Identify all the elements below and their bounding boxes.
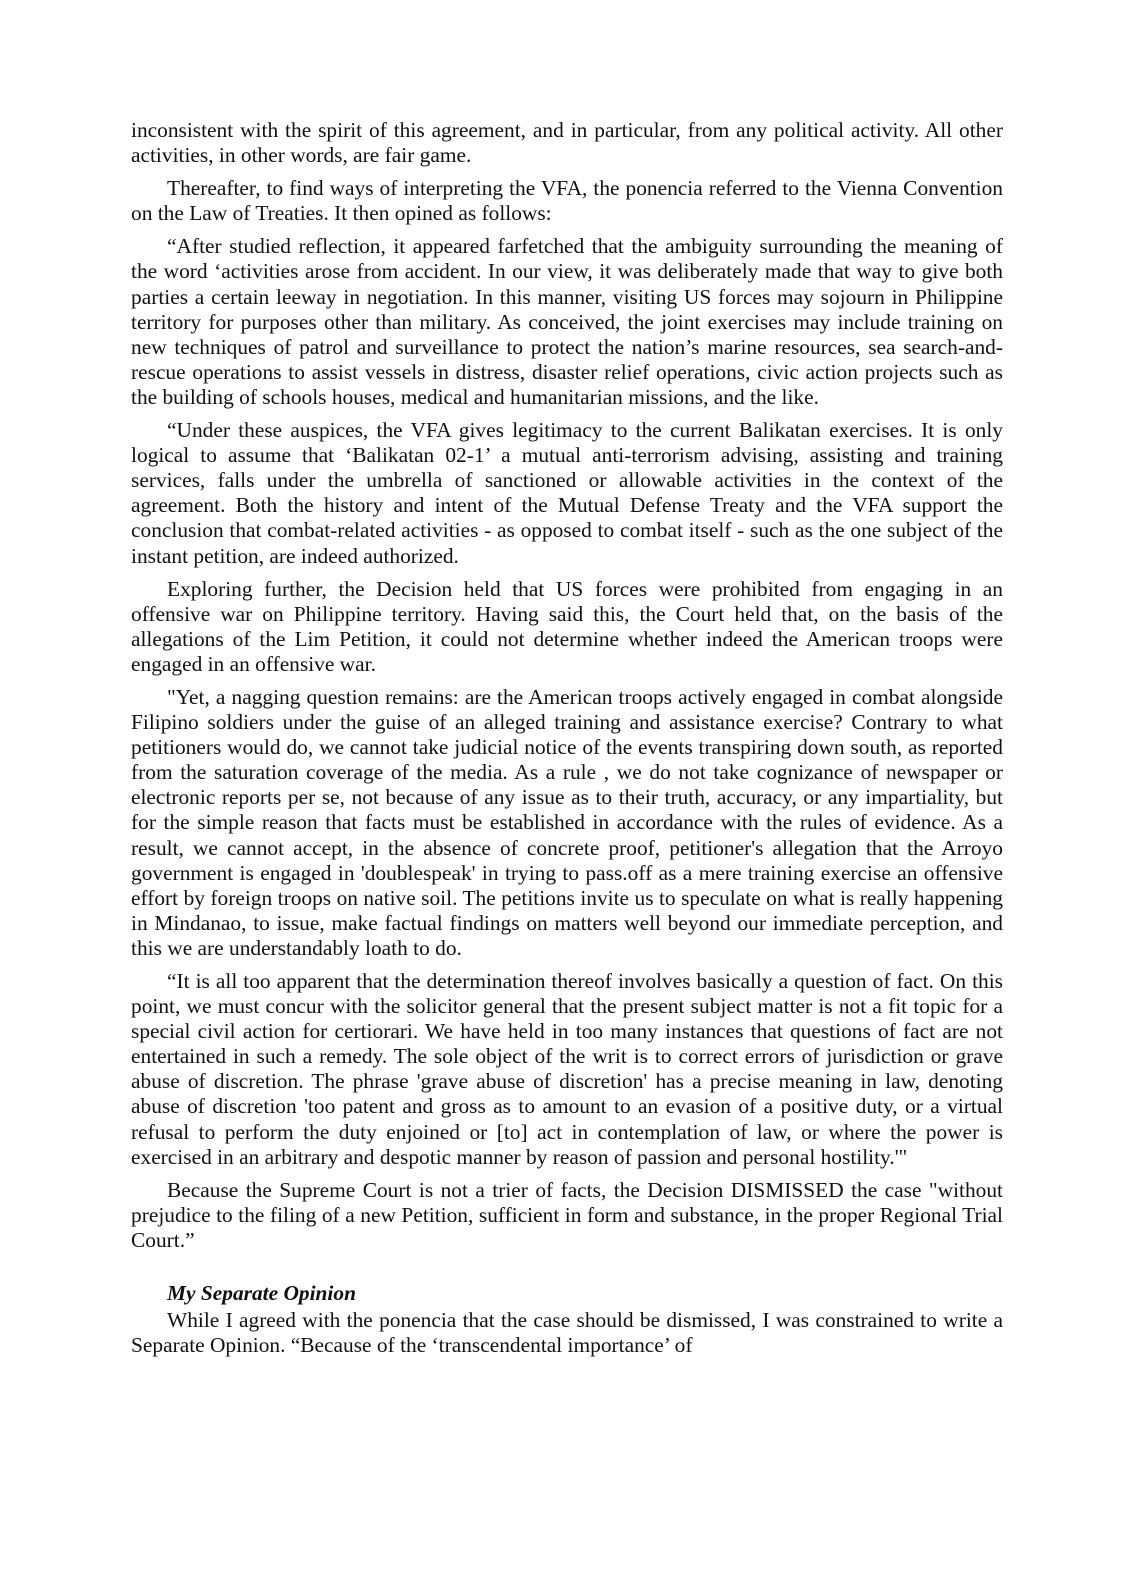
paragraph-separate-opinion: While I agreed with the ponencia that the case should be dismissed, I was constrained to write a Separate Opinion. “Because of the ‘transcendental importance’ of <box>131 1308 1003 1358</box>
quote-paragraph-balikatan: “Under these auspices, the VFA gives legitimacy to the current Balikatan exercises. It is only logical to assume that ‘Balikatan 02-1’ a mutual anti-terrorism advising, assisting and training services, falls under the umbrella of sanctioned or allowable activities in the context of the agreement. Both the history and intent of the Mutual Defense Treaty and the VFA support the conclusion that combat-related activities - as opposed to combat itself - such as the one subject of the instant petition, are indeed authorized. <box>131 418 1003 568</box>
quote-paragraph-activities: “After studied reflection, it appeared farfetched that the ambiguity surrounding the meaning of the word ‘activities arose from accident. In our view, it was deliberately made that way to give both parties a certain leeway in negotiation. In this manner, visiting US forces may sojourn in Philippine territory for purposes other than military. As conceived, the joint exercises may include training on new techniques of patrol and surveillance to protect the nation’s marine resources, sea search-and-rescue operations to assist vessels in distress, disaster relief operations, civic action projects such as the building of schools houses, medical and humanitarian missions, and the like. <box>131 234 1003 409</box>
paragraph-vienna-convention: Thereafter, to find ways of interpreting the VFA, the ponencia referred to the Vienna Convention on the Law of Treaties. It then opined as follows: <box>131 176 1003 226</box>
quote-paragraph-question-of-fact: “It is all too apparent that the determination thereof involves basically a question of fact. On this point, we must concur with the solicitor general that the present subject matter is not a fit topic for a special civil action for certiorari. We have held in too many instances that questions of fact are not entertained in such a remedy. The sole object of the writ is to correct errors of jurisdiction or grave abuse of discretion. The phrase 'grave abuse of discretion' has a precise meaning in law, denoting abuse of discretion 'too patent and gross as to amount to an evasion of a positive duty, or a virtual refusal to perform the duty enjoined or [to] act in contemplation of law, or where the power is exercised in an arbitrary and despotic manner by reason of passion and personal hostility.'" <box>131 969 1003 1169</box>
paragraph-dismissed: Because the Supreme Court is not a trier of facts, the Decision DISMISSED the case "without prejudice to the filing of a new Petition, sufficient in form and substance, in the proper Regional Trial Court.” <box>131 1177 1003 1252</box>
section-heading: My Separate Opinion <box>167 1281 356 1306</box>
paragraph-continuation: inconsistent with the spirit of this agreement, and in particular, from any political activity. All other activities, in other words, are fair game. <box>131 118 1003 168</box>
paragraph-offensive-war: Exploring further, the Decision held that US forces were prohibited from engaging in an offensive war on Philippine territory. Having said this, the Court held that, on the basis of the allegations of the Lim Petition, it could not determine whether indeed the American troops were engaged in an offensive war. <box>131 576 1003 676</box>
quote-paragraph-nagging-question: "Yet, a nagging question remains: are the American troops actively engaged in combat alongside Filipino soldiers under the guise of an alleged training and assistance exercise? Contrary to what petitioners would do, we cannot take judicial notice of the events transpiring down south, as reported from the saturation coverage of the media. As a rule , we do not take cognizance of newspaper or electronic reports per se, not because of any issue as to their truth, accuracy, or any impartiality, but for the simple reason that facts must be established in accordance with the rules of evidence. As a result, we cannot accept, in the absence of concrete proof, petitioner's allegation that the Arroyo government is engaged in 'doublespeak' in trying to pass.off as a mere training exercise an offensive effort by foreign troops on native soil. The petitions invite us to speculate on what is really happening in Mindanao, to issue, make factual findings on matters well beyond our immediate perception, and this we are understandably loath to do. <box>131 684 1003 960</box>
document-page <box>131 118 1003 1358</box>
